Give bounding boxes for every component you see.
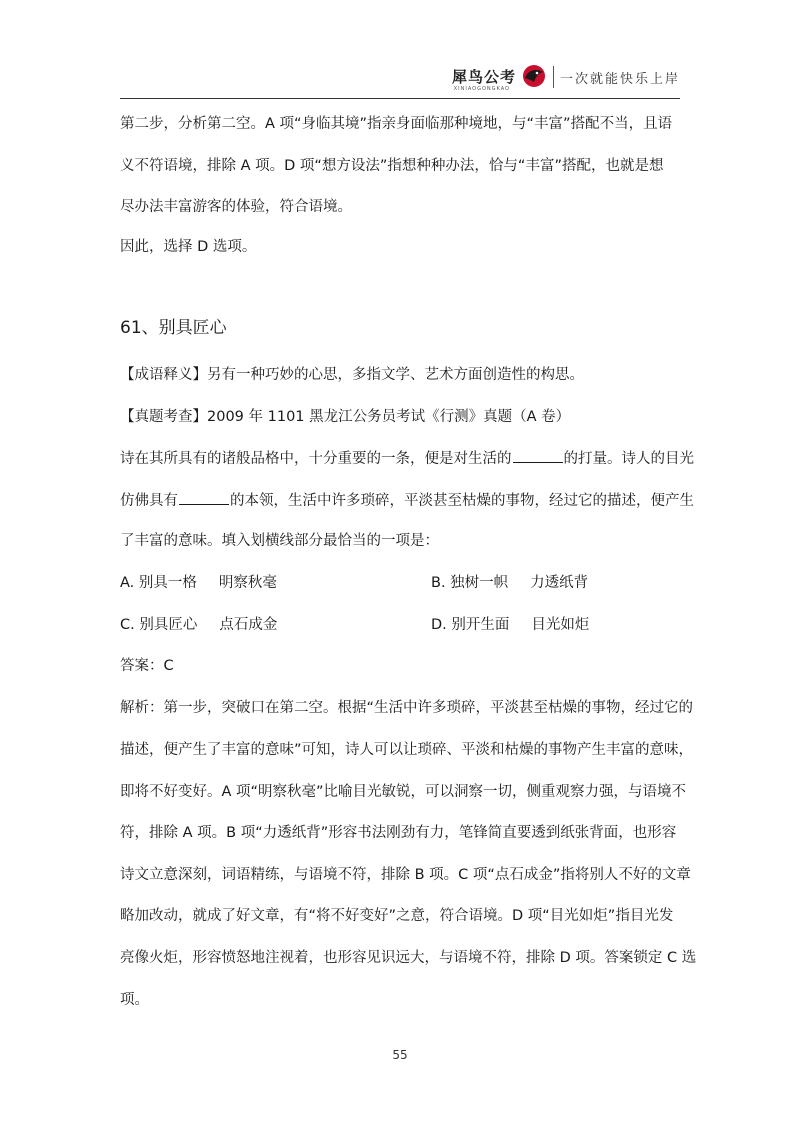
header-divider [553, 66, 554, 88]
analysis-line-2: 描述，便产生了丰富的意味”可知，诗人可以让琐碎、平淡和枯燥的事物产生丰富的意味， [120, 742, 694, 758]
question-text-2b: 的本领，生活中许多琐碎，平淡甚至枯燥的事物，经过它的描述，便产生 [230, 493, 694, 509]
option-a-label: A. [120, 575, 135, 591]
option-b [431, 573, 588, 593]
question-line-2 [120, 490, 694, 511]
header-rule [120, 98, 680, 99]
question-line-1 [120, 448, 694, 469]
option-c-word-1: 别具匠心 [139, 617, 198, 633]
option-d-word-2: 目光如炬 [531, 617, 590, 633]
option-b-label: B. [431, 575, 446, 591]
analysis-line-7: 亮像火炬，形容愤怒地注视着，也形容见识远大，与语境不符，排除 D 项。答案锁定 C 选 [120, 950, 697, 966]
answer-blank-2 [179, 490, 229, 505]
idiom-meaning: 【成语释义】另有一种巧妙的心思，多指文学、艺术方面创造性的构思。 [120, 367, 584, 383]
logo-subtitle: XINIAOGONGKAO [453, 86, 510, 92]
prev-line-3: 尽办法丰富游客的体验，符合语境。 [120, 199, 352, 215]
analysis-line-1: 解析：第一步，突破口在第二空。根据“生活中许多琐碎，平淡甚至枯燥的事物，经过它的 [120, 700, 694, 716]
option-a [120, 573, 277, 593]
option-b-word-2: 力透纸背 [530, 575, 589, 591]
analysis-line-4: 符，排除 A 项。B 项“力透纸背”形容书法刚劲有力，笔锋简直要透到纸张背面，也形容 [120, 825, 677, 841]
option-d-label: D. [431, 617, 447, 633]
bird-logo-icon [522, 64, 546, 88]
exam-source: 【真题考查】2009 年 1101 黑龙江公务员考试《行测》真题（A 卷） [120, 409, 571, 425]
prev-conclusion: 因此，选择 D 选项。 [120, 239, 257, 255]
logo-text: 犀鸟公考 [451, 68, 516, 86]
slogan: 一次就能快乐上岸 [559, 72, 680, 87]
option-d-word-1: 别开生面 [451, 617, 510, 633]
analysis-line-8: 项。 [120, 992, 149, 1008]
analysis-line-6: 略加改动，就成了好文章，有“将不好变好”之意，符合语境。D 项“目光如炬”指目光发 [120, 908, 674, 924]
analysis-line-3: 即将不好变好。A 项“明察秋毫”比喻目光敏锐，可以洞察一切，侧重观察力强，与语境不 [120, 784, 687, 800]
answer-blank-1 [513, 448, 563, 463]
page-number: 55 [392, 1048, 408, 1062]
option-c-word-2: 点石成金 [219, 617, 278, 633]
option-a-word-1: 别具一格 [138, 575, 197, 591]
analysis-line-5: 诗文立意深刻，词语精练，与语境不符，排除 B 项。C 项“点石成金”指将别人不好的文章 [120, 867, 691, 883]
entry-title: 61、别具匠心 [120, 318, 227, 338]
option-b-word-1: 独树一帜 [450, 575, 509, 591]
page-header [120, 58, 680, 98]
question-line-3: 了丰富的意味。填入划横线部分最恰当的一项是： [120, 533, 439, 549]
option-d [431, 615, 589, 635]
option-c [120, 615, 277, 635]
question-text-1a: 诗在其所具有的诸般品格中，十分重要的一条，便是对生活的 [120, 451, 512, 467]
question-text-2a: 仿佛具有 [120, 493, 178, 509]
option-c-label: C. [120, 617, 135, 633]
answer: 答案：C [120, 658, 174, 674]
question-text-1b: 的打量。诗人的目光 [563, 451, 694, 467]
prev-line-2: 义不符语境，排除 A 项。D 项“想方设法”指想种种办法，恰与“丰富”搭配，也就是想 [120, 158, 664, 174]
prev-line-1: 第二步，分析第二空。A 项“身临其境”指亲身面临那种境地，与“丰富”搭配不当，且语 [120, 116, 673, 132]
option-a-word-2: 明察秋毫 [218, 575, 277, 591]
